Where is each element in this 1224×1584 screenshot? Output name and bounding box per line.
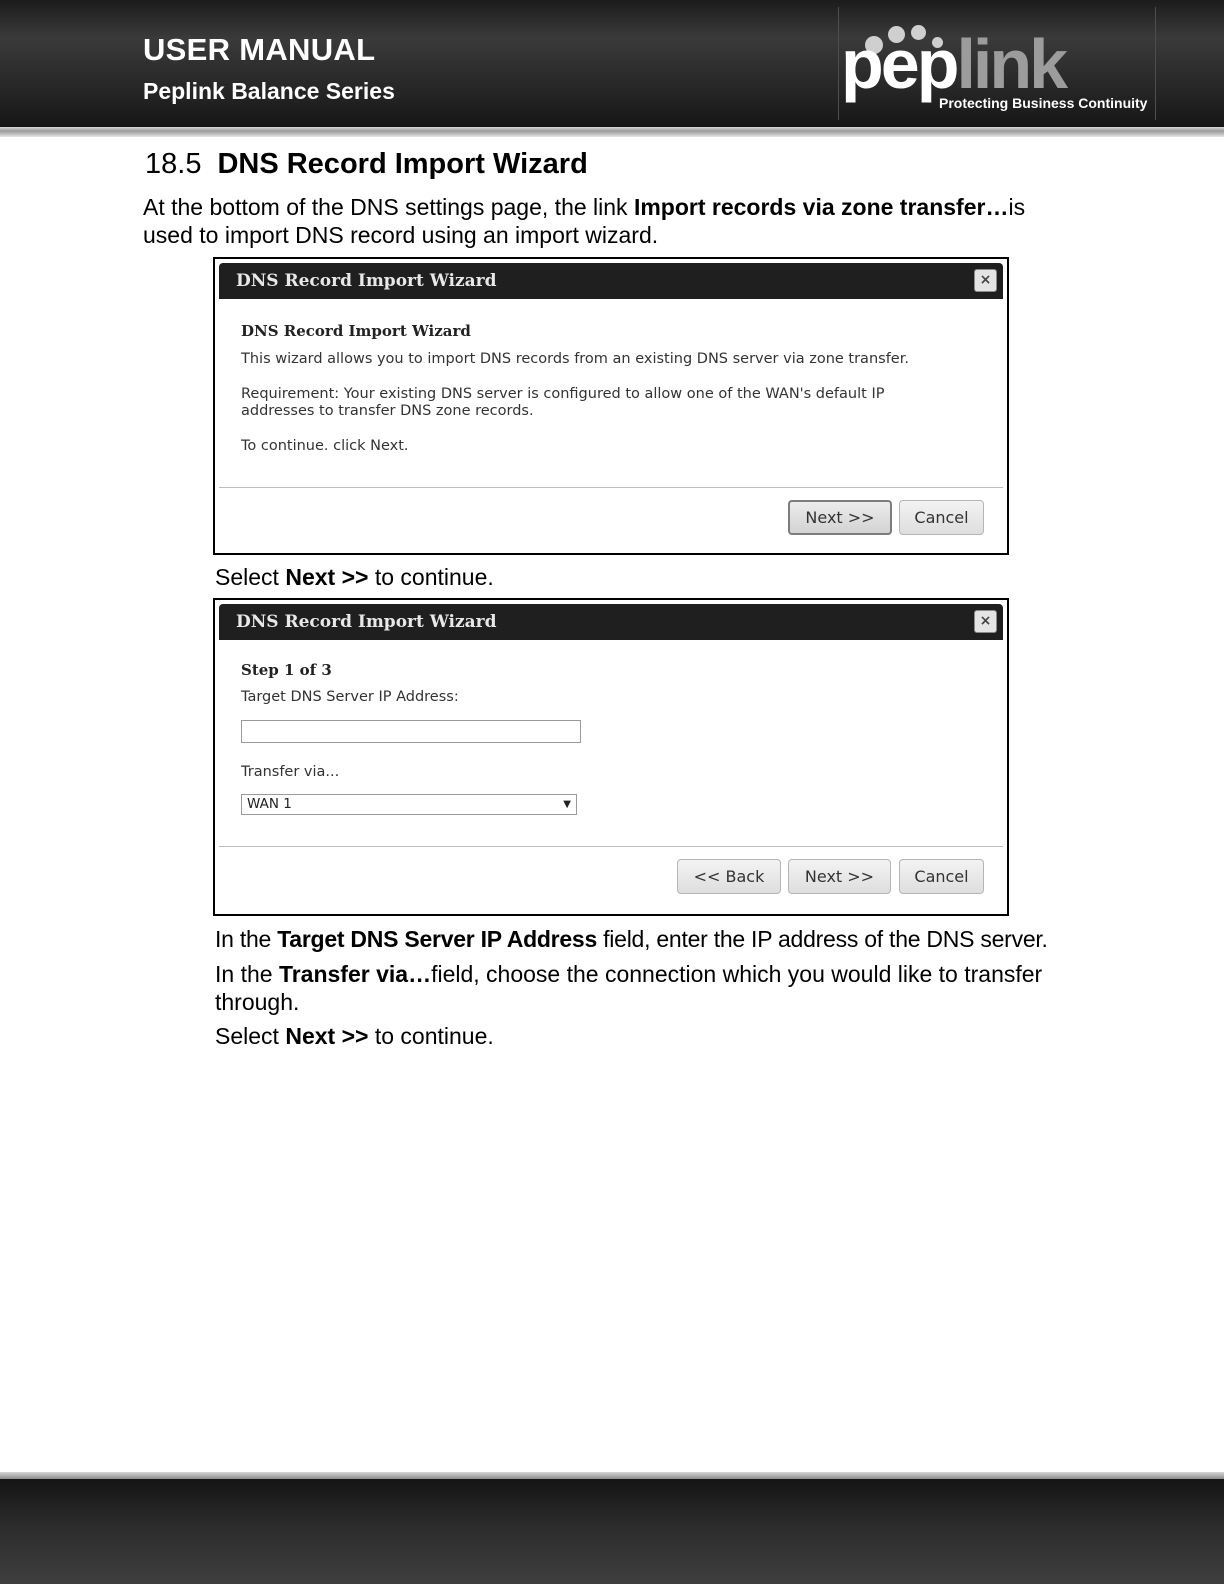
- header-divider: [0, 127, 1224, 137]
- dialog-divider: [219, 487, 1003, 488]
- footer-divider: [0, 1472, 1224, 1479]
- wizard-screenshot-intro: [213, 257, 1009, 555]
- logo-tagline: Protecting Business Continuity: [939, 95, 1148, 111]
- caption-transfer-via: In the Transfer via…field, choose the connection which you would like to transfer through.: [215, 961, 1043, 1015]
- cancel-button[interactable]: Cancel: [899, 859, 984, 894]
- transfer-via-label: Transfer via...: [241, 764, 340, 780]
- wizard-heading: DNS Record Import Wizard: [241, 322, 471, 340]
- caption-select-next-1: Select Next >> to continue.: [215, 564, 494, 590]
- next-button[interactable]: Next >>: [788, 500, 892, 535]
- step-indicator: Step 1 of 3: [241, 661, 332, 679]
- target-ip-label: Target DNS Server IP Address:: [241, 689, 459, 705]
- dialog-title: DNS Record Import Wizard: [236, 612, 497, 632]
- page-header: [0, 0, 1224, 127]
- wizard-requirement-line1: Requirement: Your existing DNS server is configured to allow one of the WAN's default IP: [241, 386, 885, 402]
- section-heading: [145, 148, 588, 181]
- section-number: 18.5: [145, 148, 202, 180]
- transfer-via-selected-value: WAN 1: [247, 796, 292, 812]
- dialog-title: DNS Record Import Wizard: [236, 271, 497, 291]
- dialog-titlebar: [219, 604, 1003, 640]
- wizard-description: This wizard allows you to import DNS records from an existing DNS server via zone transfer.: [241, 351, 909, 367]
- wizard-continue-hint: To continue. click Next.: [241, 438, 409, 454]
- caption-select-next-2: Select Next >> to continue.: [215, 1023, 494, 1049]
- next-button[interactable]: Next >>: [788, 859, 891, 894]
- document-subtitle: Peplink Balance Series: [143, 78, 395, 104]
- logo-wordmark: peplink: [841, 25, 1066, 103]
- peplink-logo: [838, 7, 1156, 120]
- page-footer: [0, 1479, 1224, 1584]
- document-title: USER MANUAL: [143, 32, 376, 67]
- dialog-titlebar: [219, 263, 1003, 299]
- caption-target-ip: In the Target DNS Server IP Address field, enter the IP address of the DNS server.: [215, 926, 1048, 952]
- dropdown-arrow-icon: ▼: [563, 799, 571, 810]
- transfer-via-select[interactable]: [241, 794, 577, 815]
- section-title: DNS Record Import Wizard: [217, 148, 588, 180]
- wizard-requirement-line2: addresses to transfer DNS zone records.: [241, 403, 534, 419]
- back-button[interactable]: << Back: [677, 859, 781, 894]
- intro-paragraph: At the bottom of the DNS settings page, the link Import records via zone transfer…is used to import DNS record using an import wizard.: [143, 194, 1026, 248]
- cancel-button[interactable]: Cancel: [899, 500, 984, 535]
- import-link-text: Import records via zone transfer…: [633, 194, 1009, 220]
- close-icon[interactable]: ×: [974, 610, 997, 633]
- target-ip-input[interactable]: [241, 720, 581, 743]
- dialog-divider: [219, 846, 1003, 847]
- close-icon[interactable]: ×: [974, 269, 997, 292]
- wizard-screenshot-step1: [213, 598, 1009, 916]
